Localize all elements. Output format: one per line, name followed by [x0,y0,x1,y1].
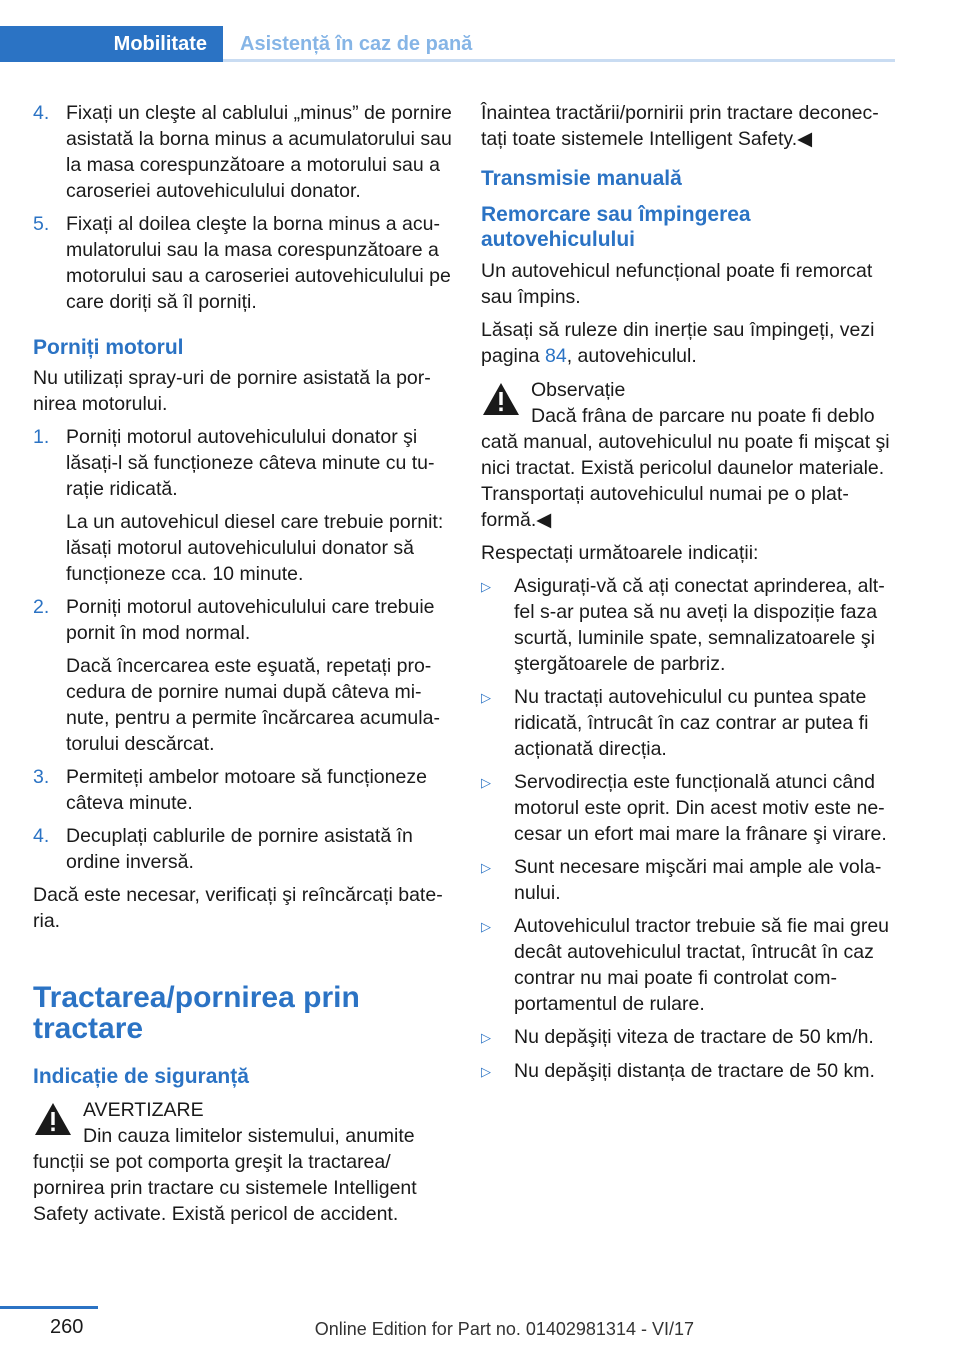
bullet-text: Asigurați-vă că ați conectat aprinderea, altfel s-ar putea să nu aveți la dispoziție faza scurtă, luminile spate, semnalizatoarele şi ştergătoarele de parbriz. [514,575,885,675]
paragraph: Un autovehicul nefuncțional poate fi remorcat sau împins. [481,260,873,308]
heading-manual-transmission: Transmisie manuală [481,167,682,190]
bullet-text: Sunt necesare mişcări mai ample ale volanului. [514,856,882,904]
bullet-text: Nu tractați autovehiculul cu puntea spate ridicată, întrucât în caz contrar ar putea fi acționată direcția. [514,686,869,760]
footer-accent-bar [0,1306,98,1309]
heading-towing: Remorcare sau împingerea autovehiculului [481,203,751,251]
step-text: Fixați al doilea cleşte la borna minus a acumulatorului sau la masa corespunzătoare a motorului sau a caroseriei autovehiculului pe care doriți să îl porniți. [66,213,451,313]
step-text: Porniți motorul autovehiculului care trebuie pornit în mod normal. [66,596,435,644]
left-column [33,100,453,1234]
heading-safety: Indicație de siguranță [33,1065,249,1088]
note-text: Dacă frâna de parcare nu poate fi deblo [531,405,875,427]
paragraph: Respectați următoarele indicații: [481,542,759,564]
text: , autovehiculul. [566,345,697,367]
page-number: 260 [50,1316,84,1338]
list-item [481,573,894,677]
step-extra: La un autovehicul diesel care trebuie pornit: lăsați motorul autovehiculului donator să funcționeze cca. 10 minute. [66,511,444,585]
bullet-text: Nu depăşiți viteza de tractare de 50 km/h. [514,1026,874,1048]
breadcrumb[interactable]: Asistență în caz de pană [240,33,473,55]
bullet-triangle-icon: ▷ [481,690,491,705]
warning-box [33,1097,453,1227]
paragraph: Dacă este necesar, verificați şi reîncărcați bateria. [33,884,443,932]
section-title-towing: Tractarea/pornirea prin tractare [33,981,360,1045]
step-text: Fixați un cleşte al cablului „minus” de pornire asistată la borna minus a acumulatorului sau la masa corespunzătoare a motorului sau a caroseriei autovehiculului donator. [66,102,452,202]
warning-triangle-icon [33,1101,73,1137]
edition-info: Online Edition for Part no. 01402981314 - VI/17 [314,1319,694,1339]
right-column [481,100,894,1092]
warning-text-rest: funcții se pot comporta greşit la tractarea/ pornirea prin tractare cu sistemele Intelligent Safety activate. Există pericol de accident. [33,1151,417,1225]
bullet-triangle-icon: ▷ [481,1064,491,1079]
step-number: 5. [33,213,50,235]
step-text: Porniți motorul autovehiculului donator şi lăsați-l să funcționeze câteva minute cu turație ridicată. [66,426,435,500]
paragraph: Înaintea tractării/pornirii prin tractare deconectați toate sistemele Intelligent Safety.◀ [481,102,879,150]
list-item [481,854,894,906]
paragraph: Nu utilizați spray-uri de pornire asistată la pornirea motorului. [33,367,431,415]
list-item [33,211,453,315]
list-item [33,594,453,757]
step-text: Permiteți ambelor motoare să funcționeze câteva minute. [66,766,427,814]
list-item [481,913,894,1017]
bullet-triangle-icon: ▷ [481,860,491,875]
section-tab[interactable]: Mobilitate [0,26,223,62]
step-text: Decuplați cablurile de pornire asistată în ordine inversă. [66,825,413,873]
bullet-triangle-icon: ▷ [481,1030,491,1045]
page-header [0,0,895,62]
list-item [481,1058,894,1085]
list-item [33,823,453,875]
note-label: Observație [531,379,626,401]
paragraph [481,317,894,369]
bullet-text: Nu depăşiți distanța de tractare de 50 km. [514,1060,875,1082]
warning-text: Din cauza limitelor sistemului, anumite [83,1125,415,1147]
list-item [33,424,453,587]
step-number: 2. [33,596,50,618]
bullet-text: Autovehiculul tractor trebuie să fie mai greu decât autovehiculul tractat, întrucât în caz contrar nu mai poate fi controlat comportamentul de rulare. [514,915,890,1015]
list-item [481,769,894,847]
list-item [33,764,453,816]
step-number: 4. [33,102,50,124]
list-item [33,100,453,204]
text: Lăsați să ruleze din inerție sau împingeți, vezi pagina [481,319,875,367]
step-extra: Dacă încercarea este eşuată, repetați procedura de pornire numai după câteva minute, pentru a permite încărcarea acumulatorului descărcat. [66,655,440,755]
bullet-triangle-icon: ▷ [481,775,491,790]
step-number: 3. [33,766,50,788]
bullet-triangle-icon: ▷ [481,579,491,594]
list-item [481,684,894,762]
warning-triangle-icon [481,381,521,417]
heading-start-engine: Porniți motorul [33,336,184,359]
step-number: 1. [33,426,50,448]
header-divider [223,59,895,62]
page-link[interactable]: 84 [544,345,567,367]
note-box [481,377,894,533]
bullet-text: Servodirecția este funcțională atunci când motorul este oprit. Din acest motiv este necesar un efort mai mare la frânare şi virare. [514,771,887,845]
bullet-triangle-icon: ▷ [481,919,491,934]
step-number: 4. [33,825,50,847]
note-text-rest: cată manual, autovehiculul nu poate fi mişcat şi nici tractat. Există pericolul daunelor materiale. Transportați autovehiculul numai pe o platformă.◀ [481,431,890,531]
warning-label: AVERTIZARE [83,1099,204,1121]
list-item [481,1024,894,1051]
